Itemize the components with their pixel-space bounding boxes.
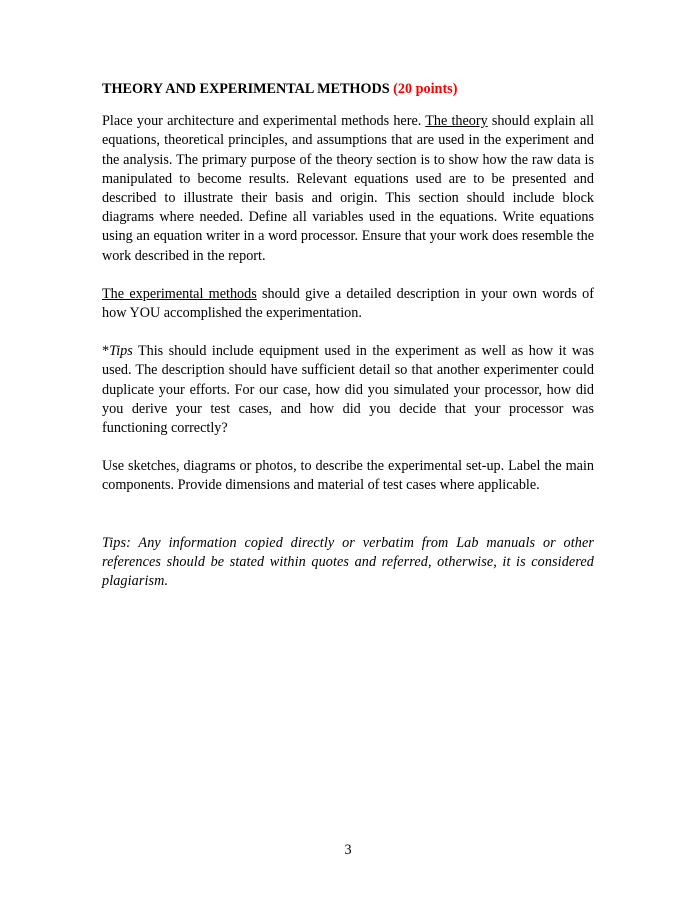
plagiarism-note: Tips: Any information copied directly or verbatim from Lab manuals or other references should be stated within quotes and referred, otherwise, it is considered plagiarism.	[102, 534, 594, 590]
document-page	[102, 80, 594, 610]
methods-paragraph	[102, 285, 594, 323]
tips-asterisk: *	[102, 343, 110, 360]
theory-lead: Place your architecture and experimental methods here.	[102, 113, 426, 130]
theory-rest: should explain all equations, theoretical principles, and assumptions that are used in the experiment and the analysis. The primary purpose of the theory section is to show how the raw data is manipulated to become results. Relevant equations used are to be presented and described to illustrate their basis and origin. This section should include block diagrams where needed. Define all variables used in the equations. Write equations using an equation writer in a word processor. Ensure that your work does resemble the work described in the report.	[102, 113, 595, 264]
methods-underlined-term: The experimental methods	[102, 285, 257, 302]
tips-label: Tips	[109, 343, 133, 360]
theory-underlined-term: The theory	[425, 113, 488, 130]
page-number: 3	[344, 842, 352, 858]
section-heading	[102, 80, 594, 99]
heading-title: THEORY AND EXPERIMENTAL METHODS	[102, 81, 390, 97]
heading-points: (20 points)	[393, 81, 458, 97]
sketches-paragraph: Use sketches, diagrams or photos, to describe the experimental set-up. Label the main components. Provide dimensions and material of test cases where applicable.	[102, 458, 594, 494]
tips-paragraph	[102, 342, 594, 438]
theory-paragraph	[102, 112, 594, 266]
tips-rest: This should include equipment used in the experiment as well as how it was used. The description should have sufficient detail so that another experimenter could duplicate your efforts. For our case, how did you simulated your processor, how did you derive your test cases, and how did you decide that your processor was functioning correctly?	[102, 343, 594, 437]
methods-rest: should give a detailed description in your own words of how YOU accomplished the experimentation.	[102, 285, 594, 322]
